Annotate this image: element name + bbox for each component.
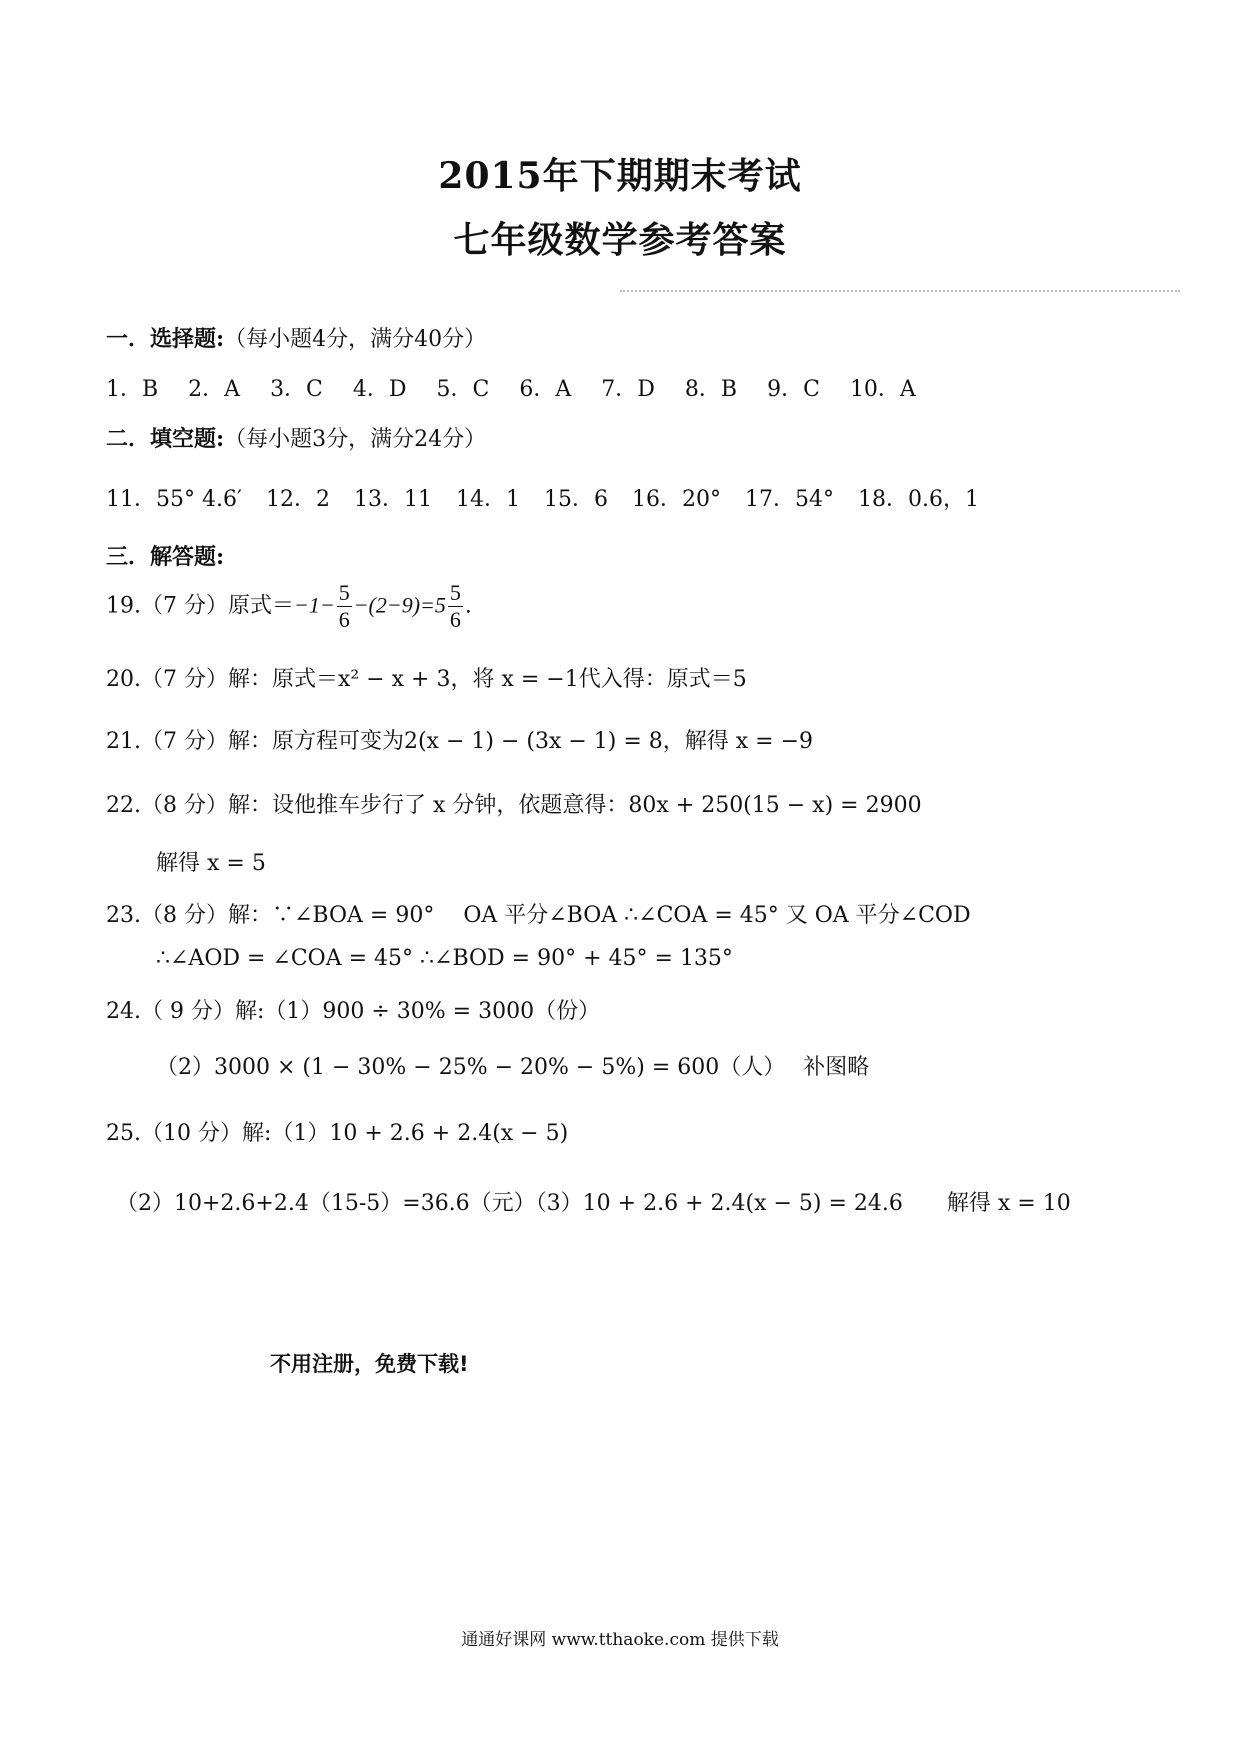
download-note: 不用注册，免费下载! — [270, 1352, 469, 1376]
answer-item: 9．C — [767, 377, 820, 402]
exam-title: 2015年下期期末考试 — [438, 155, 802, 197]
section1-header — [106, 322, 486, 353]
answer-item: 6．A — [519, 377, 572, 402]
numerator: 5 — [449, 580, 461, 605]
denominator: 6 — [449, 607, 461, 632]
fill-answer-item: 15．6 — [543, 487, 608, 512]
numerator: 5 — [338, 580, 350, 605]
q19-prefix: 19.（7 分）原式＝ — [106, 593, 294, 619]
section1-label: 一．选择题: — [106, 326, 225, 352]
question-22-line1: 22.（8 分）解：设他推车步行了 x 分钟，依题意得：80x + 250(15 − x) = 2900 — [106, 793, 922, 818]
question-23-line1: 23.（8 分）解：∵∠BOA = 90° OA 平分∠BOA ∴∠COA = 45° 又 OA 平分∠COD — [106, 903, 971, 928]
fill-answer-item: 12．2 — [265, 487, 330, 512]
answer-item: 3．C — [270, 377, 323, 402]
section2-label: 二．填空题: — [106, 426, 225, 452]
exam-subtitle: 七年级数学参考答案 — [453, 219, 787, 261]
fill-answer-item: 16．20° — [631, 487, 721, 512]
answer-item: 2．A — [188, 377, 241, 402]
fill-answer-item: 14．1 — [455, 487, 520, 512]
answer-item: 8．B — [684, 377, 738, 402]
question-25-line1: 25.（10 分）解:（1）10 + 2.6 + 2.4(x − 5) — [106, 1121, 569, 1146]
question-20: 20.（7 分）解：原式＝x² − x + 3，将 x = −1代入得：原式＝5 — [106, 667, 747, 692]
question-25-line2: （2）10+2.6+2.4（15-5）=36.6（元）（3）10 + 2.6 + 2.4(x − 5) = 24.6 解得 x = 10 — [116, 1191, 1071, 1216]
section1-answers — [106, 372, 946, 403]
question-21: 21.（7 分）解：原方程可变为2(x − 1) − (3x − 1) = 8，解得 x = −9 — [106, 729, 814, 754]
question-24-line1: 24.（ 9 分）解:（1）900 ÷ 30% = 3000（份） — [106, 999, 601, 1024]
answer-item: 1．B — [106, 377, 159, 402]
question-24-line2: （2）3000 × (1 − 30% − 25% − 20% − 5%) = 600（人） 补图略 — [156, 1055, 870, 1080]
answer-item: 5．C — [436, 377, 490, 402]
q19-fraction-1 — [337, 580, 352, 633]
q19-part1: −1− — [293, 592, 335, 618]
question-22-line2: 解得 x = 5 — [156, 851, 266, 876]
denominator: 6 — [338, 607, 350, 632]
section2-answers — [106, 482, 1003, 513]
answer-item: 10．A — [849, 377, 916, 402]
page-footer: 通通好课网 www.tthaoke.com 提供下载 — [461, 1630, 779, 1650]
answer-item: 7．D — [601, 377, 655, 402]
q19-part2: −(2−9)=5 — [353, 592, 446, 618]
fill-answer-item: 11．55° 4.6′ — [106, 487, 242, 512]
section2-note: （每小题3分，满分24分） — [224, 427, 487, 452]
q19-fraction-2 — [448, 580, 463, 633]
section3-label: 三．解答题: — [106, 544, 225, 570]
q19-suffix: . — [464, 593, 472, 619]
fill-answer-item: 18．0.6，1 — [857, 487, 979, 512]
section1-note: （每小题4分，满分40分） — [224, 327, 487, 352]
fill-answer-item: 17．54° — [744, 487, 834, 512]
dotted-divider — [620, 290, 1180, 292]
section2-header — [106, 422, 486, 453]
question-19 — [106, 580, 472, 633]
question-23-line2: ∴∠AOD = ∠COA = 45° ∴∠BOD = 90° + 45° = 135° — [156, 946, 733, 971]
answer-item: 4．D — [352, 377, 407, 402]
fill-answer-item: 13．11 — [353, 487, 432, 512]
